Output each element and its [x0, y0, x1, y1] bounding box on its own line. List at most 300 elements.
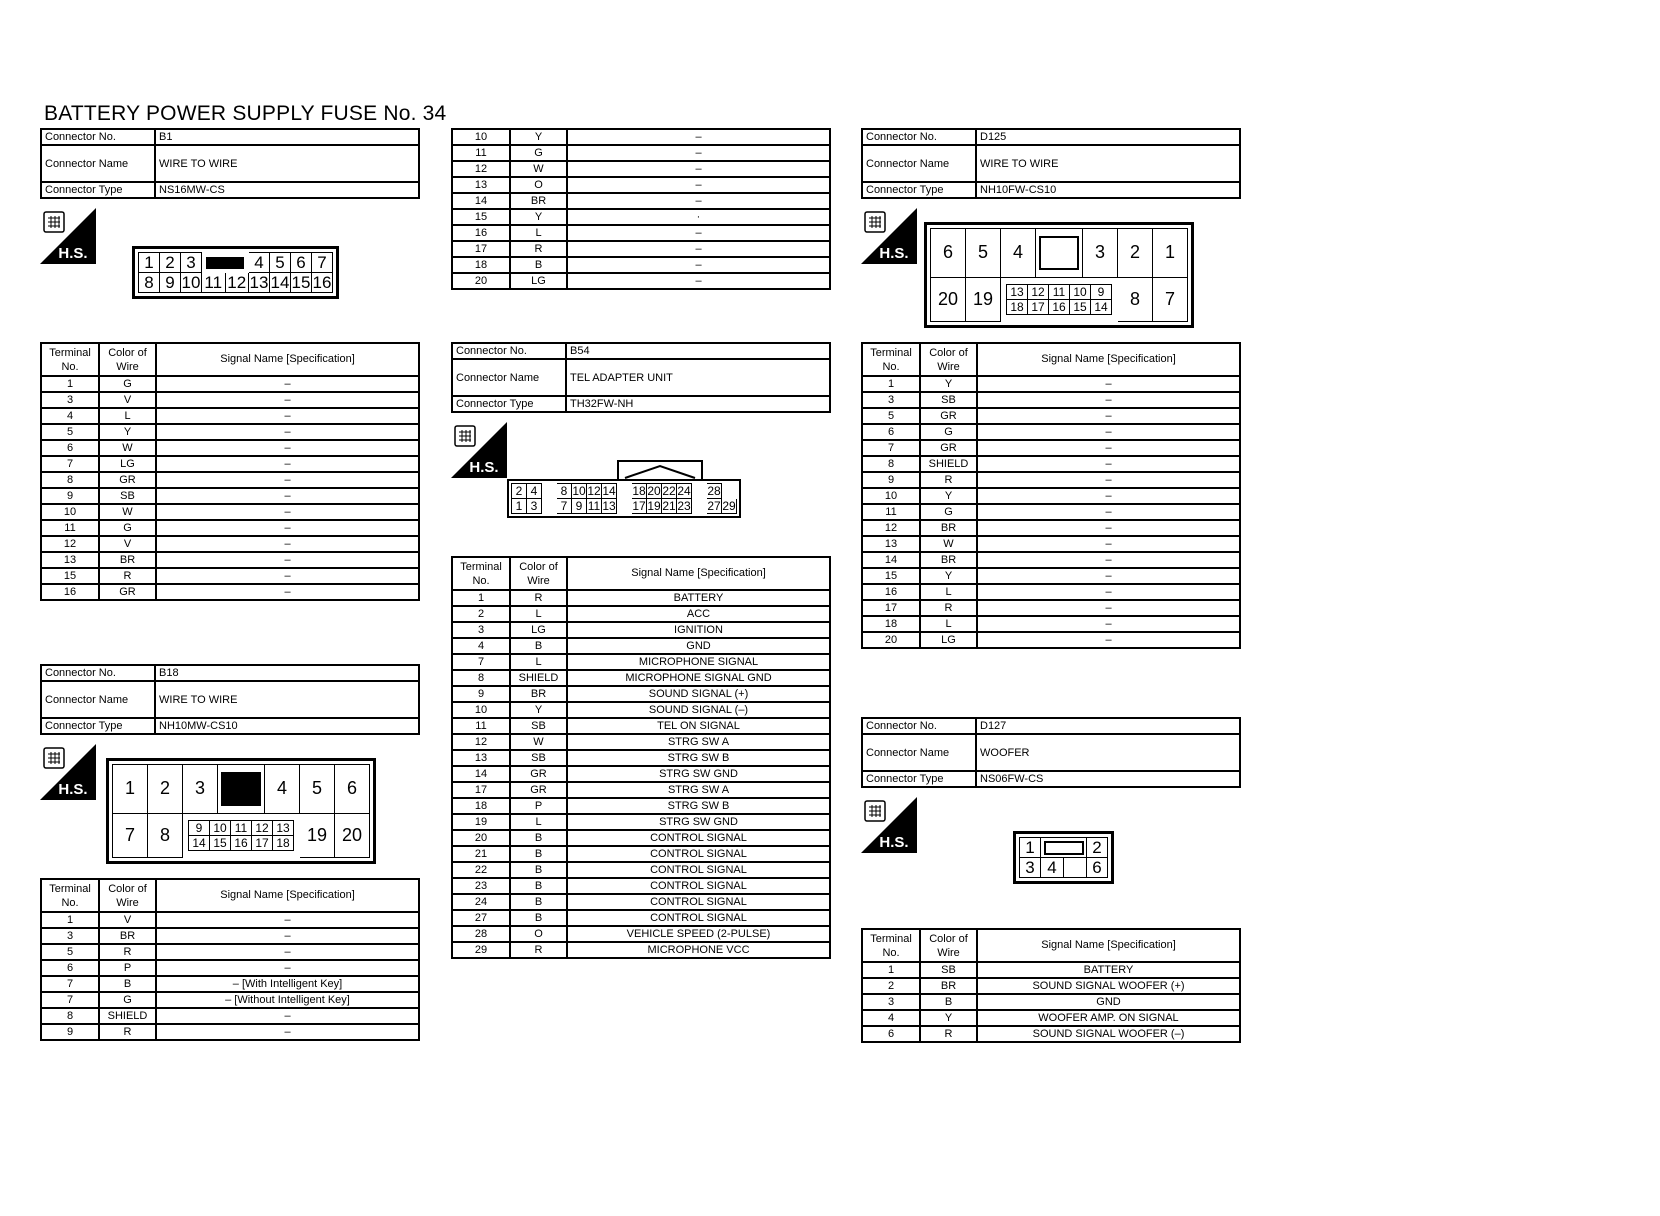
pin: 7 [1153, 277, 1188, 321]
table-row [41, 408, 419, 424]
wire-color-cell: L [99, 408, 156, 424]
wire-color-cell: GR [99, 584, 156, 600]
table-row [452, 894, 830, 910]
pin: 7 [312, 253, 333, 273]
signal-name-cell: – [977, 408, 1240, 424]
header-terminal-no: Terminal No. [862, 929, 920, 962]
wire-color-cell: B [510, 894, 567, 910]
signal-name-cell: – [156, 928, 419, 944]
table-row [452, 846, 830, 862]
wire-color-cell: L [510, 606, 567, 622]
table-row [452, 702, 830, 718]
table-row [862, 600, 1240, 616]
wire-color-cell: W [99, 504, 156, 520]
table-row [452, 638, 830, 654]
table-row [41, 472, 419, 488]
pin: 29 [722, 499, 736, 513]
connector-face-b1 [132, 246, 339, 299]
wire-color-cell: V [99, 912, 156, 928]
terminal-no-cell: 13 [452, 177, 510, 193]
pin: 1 [1020, 838, 1041, 858]
terminal-no-cell: 2 [862, 978, 920, 994]
table-row [452, 830, 830, 846]
pin: 4 [249, 253, 270, 273]
terminal-no-cell: 9 [452, 686, 510, 702]
wire-color-cell: Y [99, 424, 156, 440]
terminal-no-cell: 8 [862, 456, 920, 472]
table-row [862, 408, 1240, 424]
connector-face-b54 [507, 479, 741, 518]
pin: 12 [1028, 284, 1049, 299]
signal-name-cell: – [977, 472, 1240, 488]
pin: 14 [189, 835, 210, 850]
terminal-no-cell: 14 [862, 552, 920, 568]
pin: 1 [1153, 229, 1188, 278]
connector-info-b18 [40, 664, 420, 735]
terminal-no-cell: 9 [862, 472, 920, 488]
pin: 12 [252, 820, 273, 835]
pin: 22 [662, 484, 676, 498]
connector-lock [218, 765, 265, 814]
header-terminal-no: Terminal No. [41, 343, 99, 376]
wire-color-cell: W [510, 734, 567, 750]
connector-name-value: WIRE TO WIRE [976, 145, 1240, 182]
signal-name-cell: – [977, 552, 1240, 568]
wire-color-cell: R [99, 944, 156, 960]
signal-name-cell: – [977, 504, 1240, 520]
wire-color-cell: W [510, 161, 567, 177]
label-connector-type: Connector Type [41, 718, 155, 734]
pin: 1 [512, 499, 527, 514]
pin: 13 [249, 273, 269, 292]
wire-color-cell: W [920, 536, 977, 552]
signal-name-cell: – [977, 440, 1240, 456]
table-row [41, 504, 419, 520]
terminal-no-cell: 3 [41, 392, 99, 408]
pin-gap [617, 499, 632, 514]
wire-color-cell: SHIELD [920, 456, 977, 472]
signal-name-cell: – [567, 273, 830, 289]
signal-name-cell: SOUND SIGNAL WOOFER (–) [977, 1026, 1240, 1042]
signal-name-cell: – [567, 257, 830, 273]
table-row [862, 584, 1240, 600]
wire-color-cell: G [510, 145, 567, 161]
harness-side-icon-graphic [40, 744, 96, 800]
label-connector-type: Connector Type [41, 182, 155, 198]
pin: 17 [1028, 299, 1049, 314]
connector-no-value: B18 [155, 665, 419, 681]
terminal-no-cell: 19 [452, 814, 510, 830]
table-row [41, 376, 419, 392]
signal-name-cell: CONTROL SIGNAL [567, 830, 830, 846]
header-signal-name: Signal Name [Specification] [977, 343, 1240, 376]
table-row [41, 1024, 419, 1040]
terminal-no-cell: 15 [41, 568, 99, 584]
header-color-of-wire: Color of Wire [920, 929, 977, 962]
signal-name-cell: – [156, 584, 419, 600]
terminal-no-cell: 3 [452, 622, 510, 638]
pin: 11 [202, 273, 226, 293]
signal-name-cell: – [156, 536, 419, 552]
terminal-no-cell: 10 [452, 702, 510, 718]
harness-side-icon [451, 422, 507, 478]
wire-color-cell: G [99, 376, 156, 392]
terminal-table-d125 [861, 342, 1241, 649]
wire-color-cell: LG [920, 632, 977, 648]
signal-name-cell: STRG SW A [567, 782, 830, 798]
pin: 11 [1049, 284, 1070, 299]
page-title: BATTERY POWER SUPPLY FUSE No. 34 [44, 102, 447, 125]
pin: 1 [113, 765, 148, 814]
terminal-no-cell: 17 [452, 782, 510, 798]
table-row [862, 472, 1240, 488]
signal-name-cell: – [977, 616, 1240, 632]
label-connector-name: Connector Name [452, 359, 566, 396]
table-row [862, 632, 1240, 648]
terminal-no-cell: 10 [41, 504, 99, 520]
signal-name-cell: – [156, 1008, 419, 1024]
harness-side-icon [40, 208, 96, 264]
table-row [41, 456, 419, 472]
terminal-no-cell: 3 [862, 392, 920, 408]
terminal-no-cell: 2 [452, 606, 510, 622]
table-row [41, 992, 419, 1008]
terminal-table-b54 [451, 556, 831, 959]
header-signal-name: Signal Name [Specification] [567, 557, 830, 590]
terminal-no-cell: 16 [452, 225, 510, 241]
terminal-no-cell: 3 [862, 994, 920, 1010]
signal-name-cell: – [567, 177, 830, 193]
pin: 4 [1001, 229, 1036, 278]
pin: 17 [252, 835, 273, 850]
table-row [41, 536, 419, 552]
pin: 10 [572, 484, 586, 498]
wire-color-cell: R [920, 600, 977, 616]
pin: 19 [300, 813, 335, 857]
wire-color-cell: LG [510, 622, 567, 638]
pin: 4 [265, 765, 300, 814]
wire-color-cell: R [510, 942, 567, 958]
pin: 23 [677, 499, 691, 513]
wire-color-cell: B [510, 830, 567, 846]
signal-name-cell: – [156, 520, 419, 536]
signal-name-cell: – [977, 600, 1240, 616]
table-row [452, 273, 830, 289]
header-color-of-wire: Color of Wire [510, 557, 567, 590]
connector-name-value: WIRE TO WIRE [155, 145, 419, 182]
terminal-no-cell: 16 [862, 584, 920, 600]
wire-color-cell: SB [920, 392, 977, 408]
terminal-no-cell: 1 [862, 376, 920, 392]
wire-color-cell: GR [99, 472, 156, 488]
pin: 7 [557, 499, 572, 514]
table-row [862, 616, 1240, 632]
pin: 19 [647, 499, 661, 513]
table-row [862, 440, 1240, 456]
wire-color-cell: B [510, 846, 567, 862]
pin: 5 [966, 229, 1001, 278]
signal-name-cell: – [156, 504, 419, 520]
terminal-no-cell: 12 [452, 734, 510, 750]
table-row [862, 424, 1240, 440]
wire-color-cell: G [99, 520, 156, 536]
terminal-no-cell: 11 [452, 145, 510, 161]
wire-color-cell: GR [510, 782, 567, 798]
signal-name-cell: – [977, 568, 1240, 584]
terminal-table-b18-continued [451, 128, 831, 290]
terminal-no-cell: 6 [862, 424, 920, 440]
wire-color-cell: BR [920, 978, 977, 994]
wire-color-cell: GR [920, 440, 977, 456]
table-row [452, 862, 830, 878]
label-connector-name: Connector Name [41, 145, 155, 182]
label-connector-no: Connector No. [862, 718, 976, 734]
terminal-no-cell: 8 [41, 472, 99, 488]
table-row [862, 392, 1240, 408]
connector-info-b1 [40, 128, 420, 199]
terminal-no-cell: 3 [41, 928, 99, 944]
terminal-no-cell: 1 [452, 590, 510, 606]
table-row [862, 994, 1240, 1010]
signal-name-cell: ACC [567, 606, 830, 622]
header-color-of-wire: Color of Wire [920, 343, 977, 376]
signal-name-cell: – [567, 241, 830, 257]
signal-name-cell: SOUND SIGNAL (+) [567, 686, 830, 702]
signal-name-cell: – [156, 472, 419, 488]
table-row [41, 568, 419, 584]
table-row [41, 440, 419, 456]
wire-color-cell: B [510, 257, 567, 273]
pin: 9 [160, 273, 181, 293]
signal-name-cell: STRG SW GND [567, 814, 830, 830]
wire-color-cell: G [99, 992, 156, 1008]
harness-side-icon-graphic [861, 208, 917, 264]
table-row [41, 960, 419, 976]
pin: 9 [189, 820, 210, 835]
wire-color-cell: SB [920, 962, 977, 978]
pin: 13 [602, 499, 616, 513]
wire-color-cell: R [510, 590, 567, 606]
signal-name-cell: · [567, 209, 830, 225]
table-row [862, 552, 1240, 568]
pin: 20 [647, 484, 661, 498]
label-connector-name: Connector Name [862, 145, 976, 182]
wire-color-cell: G [920, 424, 977, 440]
terminal-no-cell: 17 [452, 241, 510, 257]
connector-name-value: TEL ADAPTER UNIT [566, 359, 830, 396]
pin: 13 [1007, 284, 1028, 299]
wire-color-cell: R [99, 1024, 156, 1040]
signal-name-cell: – [156, 1024, 419, 1040]
terminal-no-cell: 12 [862, 520, 920, 536]
terminal-no-cell: 8 [452, 670, 510, 686]
connector-type-value: NH10FW-CS10 [976, 182, 1240, 198]
terminal-no-cell: 7 [41, 456, 99, 472]
table-row [452, 606, 830, 622]
table-row [452, 145, 830, 161]
pin: 14 [1091, 299, 1112, 314]
header-terminal-no: Terminal No. [452, 557, 510, 590]
terminal-no-cell: 12 [41, 536, 99, 552]
table-row [452, 129, 830, 145]
pin: 20 [335, 813, 370, 857]
pin: 10 [210, 820, 231, 835]
connector-type-value: NS06FW-CS [976, 771, 1240, 787]
terminal-no-cell: 15 [862, 568, 920, 584]
pin-row [512, 499, 737, 514]
signal-name-cell: CONTROL SIGNAL [567, 846, 830, 862]
table-row [452, 942, 830, 958]
wire-color-cell: B [99, 976, 156, 992]
wire-color-cell: R [920, 472, 977, 488]
terminal-no-cell: 7 [41, 976, 99, 992]
table-row [862, 1010, 1240, 1026]
signal-name-cell: CONTROL SIGNAL [567, 894, 830, 910]
pin-gap [542, 499, 557, 514]
terminal-no-cell: 13 [862, 536, 920, 552]
pin: 2 [160, 253, 181, 273]
wire-color-cell: Y [920, 568, 977, 584]
label-connector-name: Connector Name [41, 681, 155, 718]
signal-name-cell: – [156, 912, 419, 928]
table-row [452, 670, 830, 686]
wire-color-cell: L [510, 225, 567, 241]
wire-color-cell: W [99, 440, 156, 456]
pin: 5 [270, 253, 291, 273]
pin-gap [722, 484, 737, 499]
wire-color-cell: SB [510, 718, 567, 734]
signal-name-cell: STRG SW B [567, 750, 830, 766]
signal-name-cell: – [Without Intelligent Key] [156, 992, 419, 1008]
terminal-no-cell: 13 [452, 750, 510, 766]
signal-name-cell: GND [567, 638, 830, 654]
pin-subgrid [1001, 277, 1118, 321]
table-row [452, 750, 830, 766]
pin: 8 [1118, 277, 1153, 321]
hs-label: H.S. [58, 781, 88, 798]
table-row [862, 376, 1240, 392]
label-connector-type: Connector Type [862, 182, 976, 198]
terminal-no-cell: 28 [452, 926, 510, 942]
wire-color-cell: SHIELD [510, 670, 567, 686]
terminal-no-cell: 29 [452, 942, 510, 958]
pin: 19 [966, 277, 1001, 321]
pin: 14 [602, 484, 616, 498]
pin: 18 [273, 835, 294, 850]
wire-color-cell: L [920, 616, 977, 632]
pin: 16 [312, 273, 332, 292]
header-signal-name: Signal Name [Specification] [977, 929, 1240, 962]
terminal-no-cell: 13 [41, 552, 99, 568]
label-connector-no: Connector No. [41, 129, 155, 145]
wire-color-cell: O [510, 177, 567, 193]
terminal-no-cell: 16 [41, 584, 99, 600]
wire-color-cell: BR [510, 193, 567, 209]
hs-label: H.S. [58, 245, 88, 262]
terminal-no-cell: 23 [452, 878, 510, 894]
table-row [452, 241, 830, 257]
pin: 3 [183, 765, 218, 814]
pin: 20 [931, 277, 966, 321]
wire-color-cell: Y [510, 209, 567, 225]
terminal-no-cell: 14 [452, 766, 510, 782]
connector-type-value: NS16MW-CS [155, 182, 419, 198]
wire-color-cell: R [510, 241, 567, 257]
terminal-no-cell: 4 [41, 408, 99, 424]
terminal-no-cell: 10 [862, 488, 920, 504]
header-terminal-no: Terminal No. [862, 343, 920, 376]
pin: 3 [1020, 858, 1041, 878]
harness-side-icon-graphic [40, 208, 96, 264]
terminal-no-cell: 18 [452, 257, 510, 273]
harness-side-icon-graphic [861, 797, 917, 853]
wire-color-cell: L [920, 584, 977, 600]
wire-color-cell: Y [510, 702, 567, 718]
signal-name-cell: SOUND SIGNAL WOOFER (+) [977, 978, 1240, 994]
table-row [862, 1026, 1240, 1042]
table-row [452, 209, 830, 225]
wire-color-cell: R [99, 568, 156, 584]
signal-name-cell: – [156, 440, 419, 456]
terminal-no-cell: 18 [452, 798, 510, 814]
table-row [452, 622, 830, 638]
connector-info-d125 [861, 128, 1241, 199]
terminal-no-cell: 14 [452, 193, 510, 209]
signal-name-cell: WOOFER AMP. ON SIGNAL [977, 1010, 1240, 1026]
connector-info-b54 [451, 342, 831, 413]
terminal-no-cell: 5 [862, 408, 920, 424]
signal-name-cell: TEL ON SIGNAL [567, 718, 830, 734]
signal-name-cell: – [567, 145, 830, 161]
table-row [452, 686, 830, 702]
pin-gap [617, 484, 632, 499]
pin-row [512, 484, 737, 499]
harness-side-icon [861, 208, 917, 264]
wire-color-cell: SB [99, 488, 156, 504]
connector-face-b18 [106, 758, 376, 864]
terminal-no-cell: 1 [41, 376, 99, 392]
pin: 8 [139, 273, 160, 293]
header-color-of-wire: Color of Wire [99, 343, 156, 376]
hs-label: H.S. [879, 834, 909, 851]
signal-name-cell: IGNITION [567, 622, 830, 638]
terminal-no-cell: 5 [41, 944, 99, 960]
wire-color-cell: Y [920, 488, 977, 504]
connector-no-value: B1 [155, 129, 419, 145]
terminal-table-d127 [861, 928, 1241, 1043]
wire-color-cell: BR [920, 520, 977, 536]
pin: 16 [231, 835, 252, 850]
signal-name-cell: – [977, 520, 1240, 536]
signal-name-cell: – [977, 376, 1240, 392]
table-row [452, 814, 830, 830]
label-connector-no: Connector No. [862, 129, 976, 145]
wire-color-cell: Y [510, 129, 567, 145]
table-row [452, 193, 830, 209]
terminal-no-cell: 6 [41, 440, 99, 456]
wire-color-cell: R [920, 1026, 977, 1042]
pin: 16 [1049, 299, 1070, 314]
wire-color-cell: O [510, 926, 567, 942]
table-row [41, 520, 419, 536]
table-row [452, 257, 830, 273]
table-row [862, 456, 1240, 472]
pin: 21 [662, 499, 676, 513]
terminal-no-cell: 10 [452, 129, 510, 145]
signal-name-cell: – [567, 193, 830, 209]
pin: 18 [632, 484, 646, 498]
signal-name-cell: CONTROL SIGNAL [567, 910, 830, 926]
